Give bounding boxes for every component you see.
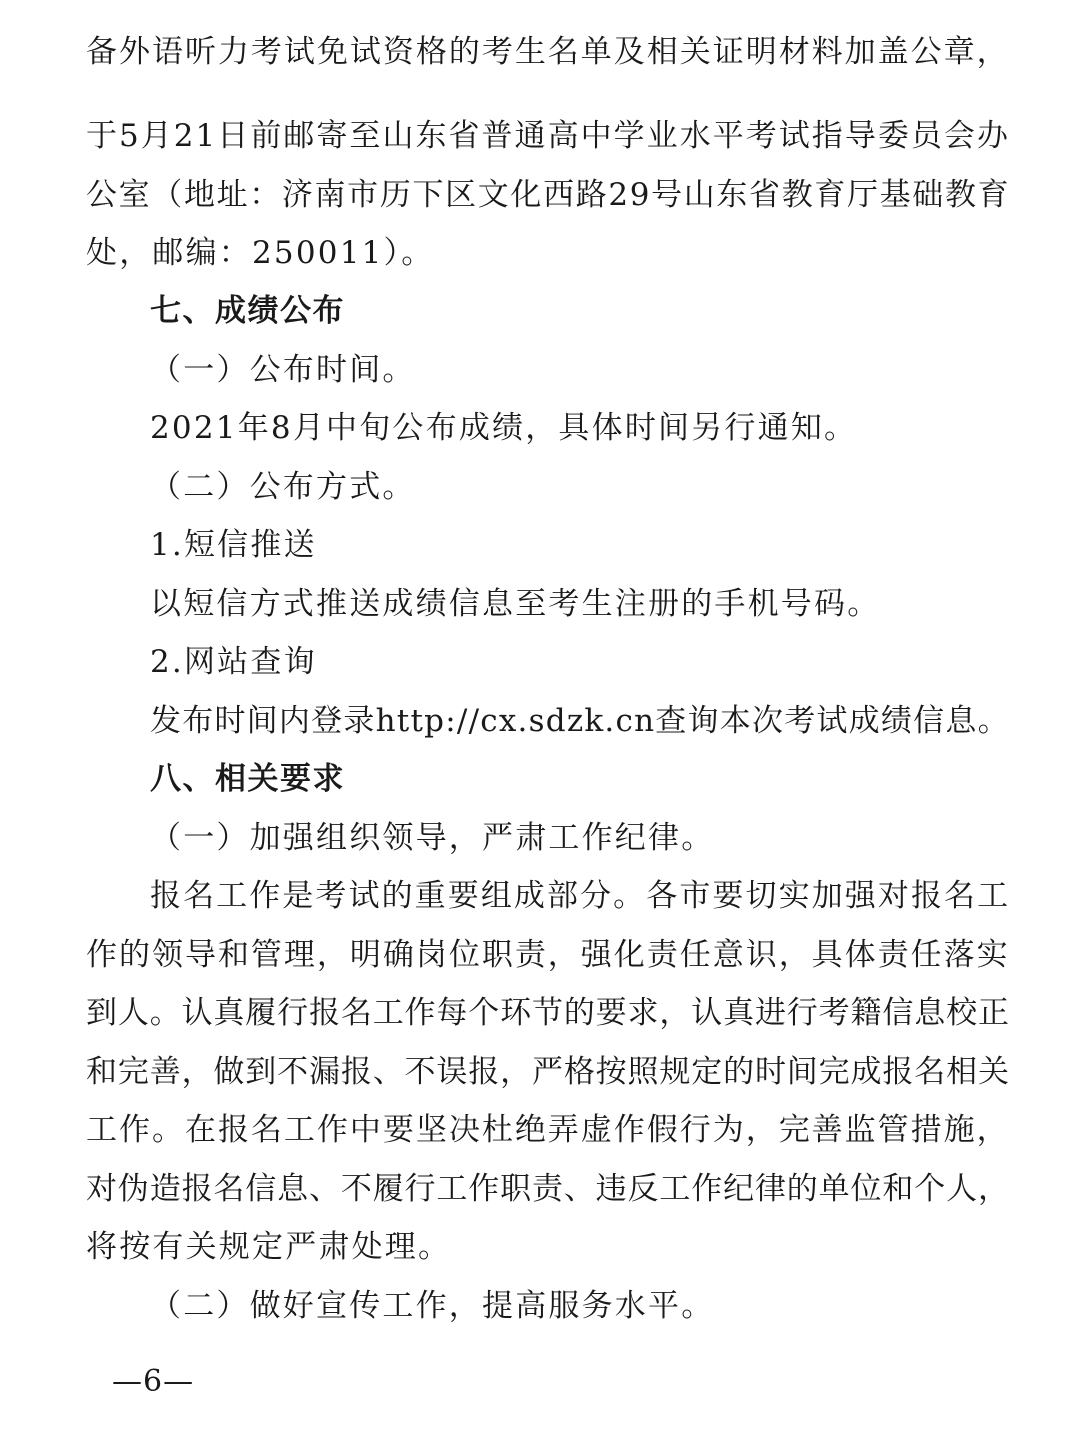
body-text-line: 到人。认真履行报名工作每个环节的要求，认真进行考籍信息校正	[86, 995, 1010, 1031]
subsection-heading: （一）加强组织领导，严肃工作纪律。	[150, 820, 715, 856]
body-text-line: 处，邮编：250011）。	[86, 235, 435, 271]
body-text-line: 报名工作是考试的重要组成部分。各市要切实加强对报名工	[150, 878, 1011, 914]
body-text-line: 以短信方式推送成绩信息至考生注册的手机号码。	[150, 586, 881, 622]
body-text-line-with-url: 发布时间内登录http://cx.sdzk.cn查询本次考试成绩信息。	[150, 703, 1010, 739]
body-text-line: 于5月21日前邮寄至山东省普通高中学业水平考试指导委员会办	[86, 118, 1010, 154]
body-text-line: 工作。在报名工作中要坚决杜绝弄虚作假行为，完善监管措施，	[86, 1112, 1010, 1148]
list-item-heading: 2.网站查询	[150, 644, 317, 680]
body-text-line: 和完善，做到不漏报、不误报，严格按照规定的时间完成报名相关	[86, 1054, 1010, 1090]
body-text-line: 公室（地址：济南市历下区文化西路29号山东省教育厅基础教育	[86, 177, 1011, 213]
section-heading-results: 七、成绩公布	[150, 293, 345, 329]
body-text-line: 2021年8月中旬公布成绩，具体时间另行通知。	[150, 410, 858, 446]
subsection-heading: （一）公布时间。	[150, 352, 416, 388]
body-text-line: 对伪造报名信息、不履行工作职责、违反工作纪律的单位和个人，	[86, 1171, 1010, 1207]
body-text-line: 作的领导和管理，明确岗位职责，强化责任意识，具体责任落实	[86, 937, 1010, 973]
section-heading-requirements: 八、相关要求	[150, 761, 345, 797]
list-item-heading: 1.短信推送	[150, 527, 317, 563]
body-text-line: 将按有关规定严肃处理。	[86, 1229, 452, 1265]
page-number: —6—	[112, 1364, 195, 1399]
subsection-heading: （二）公布方式。	[150, 469, 416, 505]
subsection-heading: （二）做好宣传工作，提高服务水平。	[150, 1288, 715, 1324]
body-text-line: 备外语听力考试免试资格的考生名单及相关证明材料加盖公章，	[86, 34, 1010, 70]
